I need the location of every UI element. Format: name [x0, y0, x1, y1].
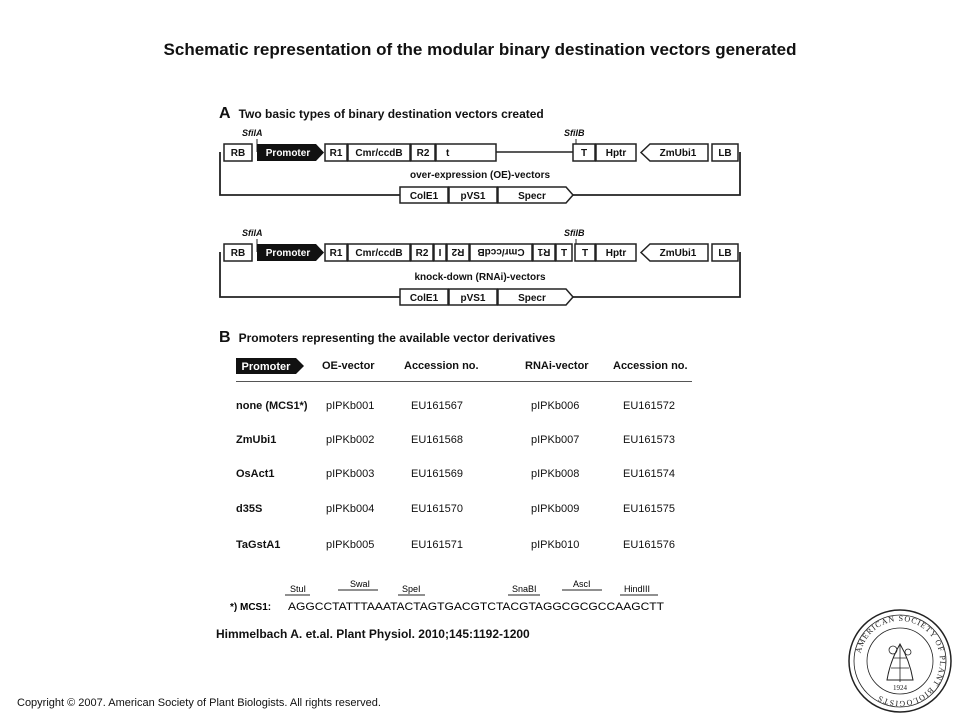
row-oe-accession: EU161568: [411, 434, 463, 446]
oe-zmubi-label: ZmUbi1: [659, 148, 697, 159]
row-oe-accession: EU161569: [411, 468, 463, 480]
table-header-divider: [236, 381, 692, 382]
rnai-hpt-label: Hptr: [605, 248, 627, 259]
section-a-heading: [219, 105, 544, 123]
row-rnai-vector: pIPKb009: [531, 503, 580, 515]
oe-caption: over-expression (OE)-vectors: [409, 170, 551, 181]
rnai-r2-inv-label: R2: [451, 246, 465, 257]
rnai-cmr-label: Cmr/ccdB: [355, 248, 403, 259]
row-promoter: d35S: [236, 503, 263, 515]
rnai-intron-label: I: [438, 248, 442, 259]
oe-cmr-label: Cmr/ccdB: [355, 148, 403, 159]
oe-t-box: [436, 144, 496, 161]
rnai-rb-label: RB: [230, 248, 246, 259]
section-b-letter: B: [219, 329, 231, 346]
oe-sfiib-label: SfiIB: [564, 128, 585, 138]
row-oe-vector: pIPKb004: [326, 503, 375, 515]
rnai-zmubi-label: ZmUbi1: [659, 248, 697, 259]
row-rnai-accession: EU161574: [623, 468, 675, 480]
oe-hpt-label: Hptr: [605, 148, 627, 159]
row-rnai-accession: EU161575: [623, 503, 675, 515]
rnai-accession-header: Accession no.: [613, 360, 688, 372]
rnai-t-label: T: [560, 248, 568, 259]
row-oe-vector: pIPKb003: [326, 468, 375, 480]
row-promoter: TaGstA1: [236, 539, 281, 551]
oe-pvs1-label: pVS1: [460, 191, 486, 202]
row-oe-accession: EU161571: [411, 539, 463, 551]
section-a-title: Two basic types of binary destination vectors created: [238, 107, 544, 121]
mcs-site-asci: AscI: [573, 580, 591, 589]
rnai-pvs1-label: pVS1: [460, 293, 486, 304]
copyright: Copyright © 2007. American Society of Plant Biologists. All rights reserved.: [17, 697, 381, 709]
oe-t-label: t: [446, 148, 450, 159]
rnai-r1-inv-label: R1: [537, 246, 551, 257]
rnai-r1-label: R1: [329, 248, 343, 259]
mcs-site-swai: SwaI: [350, 580, 371, 589]
oe-vector-diagram: [210, 122, 750, 212]
mcs-site-hindiii: HindIII: [624, 584, 651, 594]
aspb-seal-logo: [847, 608, 953, 714]
row-rnai-vector: pIPKb010: [531, 539, 580, 551]
section-a-letter: A: [219, 105, 231, 122]
rnai-sfiia-label: SfiIA: [242, 228, 263, 238]
mcs-site-spei: SpeI: [402, 584, 421, 594]
row-oe-accession: EU161567: [411, 400, 463, 412]
mcs-label: *) MCS1:: [230, 602, 272, 613]
row-oe-vector: pIPKb001: [326, 400, 375, 412]
row-rnai-vector: pIPKb008: [531, 468, 580, 480]
rnai-spec-label: Specr: [518, 293, 546, 304]
mcs-site-snabi: SnaBI: [512, 584, 537, 594]
oe-cole1-label: ColE1: [409, 191, 439, 202]
rnai-vector-header: RNAi-vector: [525, 360, 589, 372]
oe-T-label: T: [580, 148, 588, 159]
mcs1-sequence: [230, 580, 680, 616]
oe-spec-label: Specr: [518, 191, 546, 202]
oe-lb-label: LB: [718, 148, 732, 159]
section-b-title: Promoters representing the available vector derivatives: [238, 331, 556, 345]
oe-r2-label: R2: [416, 148, 430, 159]
page-title: Schematic representation of the modular binary destination vectors generated: [163, 40, 797, 59]
oe-promoter-label: Promoter: [265, 148, 311, 159]
oe-rb-label: RB: [230, 148, 246, 159]
rnai-sfiib-label: SfiIB: [564, 228, 585, 238]
oe-sfiia-label: SfiIA: [242, 128, 263, 138]
row-rnai-accession: EU161573: [623, 434, 675, 446]
section-b-heading: [219, 329, 555, 347]
promoter-header-label: Promoter: [241, 361, 291, 373]
row-rnai-vector: pIPKb006: [531, 400, 580, 412]
svg-text:1924: 1924: [893, 684, 907, 692]
rnai-lb-label: LB: [718, 248, 732, 259]
oe-r1-label: R1: [329, 148, 343, 159]
citation: Himmelbach A. et.al. Plant Physiol. 2010;145:1192-1200: [216, 627, 530, 641]
oe-vector-header: OE-vector: [322, 360, 375, 372]
row-oe-accession: EU161570: [411, 503, 463, 515]
rnai-cole1-label: ColE1: [409, 293, 439, 304]
promoter-header-arrow: [236, 357, 306, 375]
row-promoter: ZmUbi1: [236, 434, 277, 446]
svg-text:AMERICAN SOCIETY OF PLANT BIOL: AMERICAN SOCIETY OF PLANT BIOLOGISTS: [853, 613, 948, 709]
rnai-T-label: T: [581, 248, 589, 259]
rnai-vector-diagram: [210, 222, 750, 312]
rnai-caption: knock-down (RNAi)-vectors: [414, 272, 546, 283]
rnai-cmr-inv-label: Cmr/ccdB: [477, 246, 525, 257]
rnai-promoter-label: Promoter: [265, 248, 311, 259]
row-oe-vector: pIPKb002: [326, 434, 375, 446]
row-rnai-accession: EU161576: [623, 539, 675, 551]
mcs-sequence-text: AGGCCTATTTAAATACTAGTGACGTCTACGTAGGCGCGCCAAGCTT: [288, 601, 665, 613]
oe-accession-header: Accession no.: [404, 360, 479, 372]
rnai-r2-label: R2: [415, 248, 429, 259]
row-rnai-vector: pIPKb007: [531, 434, 580, 446]
mcs-site-stui: StuI: [290, 584, 307, 594]
row-promoter: none (MCS1*): [236, 400, 308, 412]
row-rnai-accession: EU161572: [623, 400, 675, 412]
row-oe-vector: pIPKb005: [326, 539, 375, 551]
row-promoter: OsAct1: [236, 468, 275, 480]
